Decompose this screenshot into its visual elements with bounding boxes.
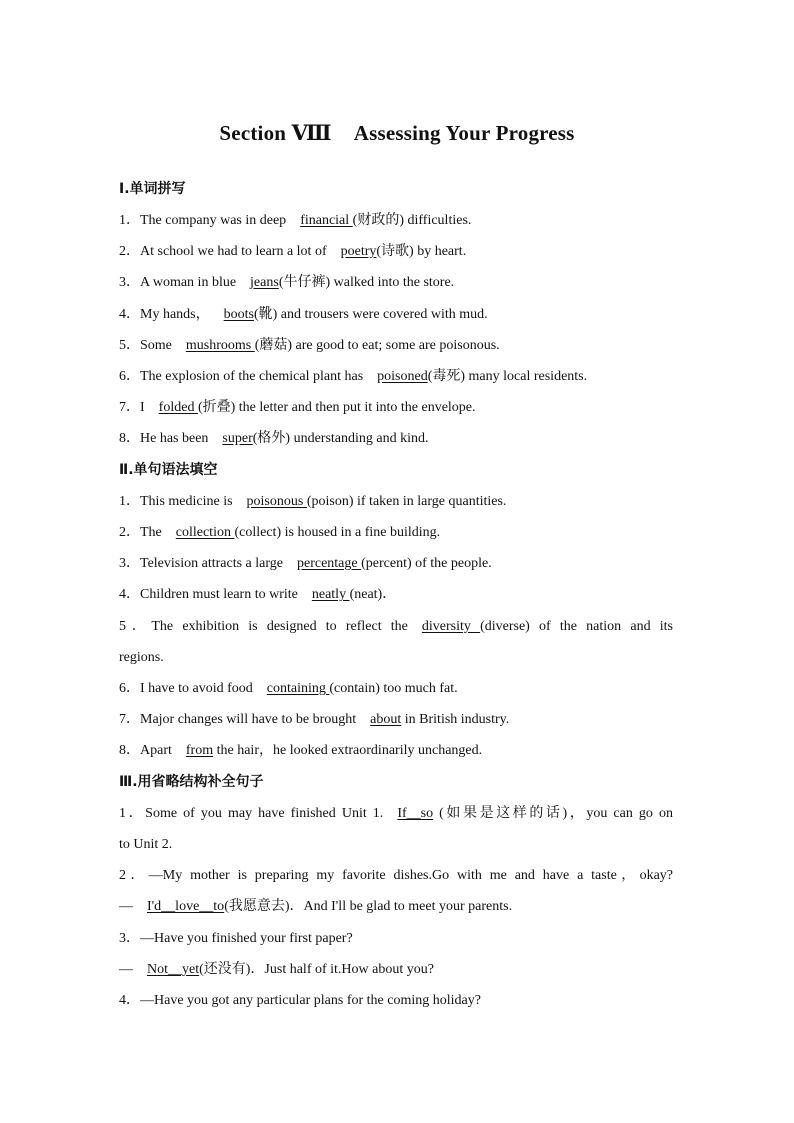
exercise-item	[119, 586, 679, 604]
item-answer: poisoned	[377, 369, 428, 384]
item-hint: (collect) is housed in a fine building.	[234, 525, 441, 540]
item-answer: about	[370, 712, 402, 727]
item-text: 1．This medicine is	[119, 494, 233, 509]
item-answer: I'd__love__to	[147, 899, 225, 914]
item-hint: (poison) if taken in large quantities.	[306, 494, 507, 509]
item-answer: boots	[223, 307, 254, 322]
exercise-item	[119, 836, 679, 854]
item-hint: (财政的) difficulties.	[352, 213, 472, 228]
exercise-item	[119, 805, 673, 823]
exercise-item	[119, 368, 679, 386]
item-text: 4．Children must learn to write	[119, 587, 298, 602]
exercise-item	[119, 649, 679, 667]
exercise-item	[119, 867, 673, 885]
item-hint: (如果是这样的话)，you can go on	[433, 806, 673, 821]
item-answer: collection	[175, 525, 235, 540]
exercise-item	[119, 680, 679, 698]
exercise-item	[119, 618, 673, 636]
section-name: Assessing Your Progress	[353, 121, 575, 145]
item-text: 1．The company was in deep	[119, 213, 287, 228]
part2-heading: Ⅱ.单句语法填空	[119, 462, 218, 478]
page-title	[0, 120, 794, 146]
exercise-item	[119, 992, 679, 1010]
exercise-item	[119, 493, 679, 511]
item-hint: (我愿意去)．And I'll be glad to meet your parents.	[224, 899, 513, 914]
item-hint: (毒死) many local residents.	[427, 369, 588, 384]
item-text: 8．Apart	[119, 743, 172, 758]
item-text: 6．I have to avoid food	[119, 681, 253, 696]
exercise-item	[119, 399, 679, 417]
item-hint: (percent) of the people.	[361, 556, 492, 571]
item-answer: containing	[266, 681, 330, 696]
item-answer: from	[185, 743, 214, 758]
exercise-item	[119, 742, 679, 760]
item-hint: (neat)．	[349, 587, 397, 602]
item-text: —	[119, 962, 133, 977]
item-hint: (contain) too much fat.	[329, 681, 458, 696]
item-text: —	[119, 899, 133, 914]
exercise-item	[119, 212, 679, 230]
item-text: 3．—Have you finished your first paper?	[119, 931, 353, 946]
section-number: Section Ⅷ	[219, 121, 332, 145]
item-hint: (折叠) the letter and then put it into the envelope.	[197, 400, 476, 415]
item-hint: in British industry.	[401, 712, 510, 727]
item-text: 5．Some	[119, 338, 172, 353]
exercise-item	[119, 243, 679, 261]
item-answer: poetry	[340, 244, 377, 259]
item-text: 6．The explosion of the chemical plant has	[119, 369, 364, 384]
item-hint: (诗歌) by heart.	[376, 244, 467, 259]
item-hint: (蘑菇) are good to eat; some are poisonous.	[254, 338, 500, 353]
item-text: 2．—My mother is preparing my favorite dishes.Go with me and have a taste，okay?	[119, 868, 673, 883]
item-answer: Not__yet	[147, 962, 200, 977]
item-text: 1．Some of you may have finished Unit 1.	[119, 806, 384, 821]
item-text: 7．Major changes will have to be brought	[119, 712, 357, 727]
item-answer: financial	[300, 213, 353, 228]
item-text: 2．At school we had to learn a lot of	[119, 244, 327, 259]
exercise-item	[119, 274, 679, 292]
item-text: 2．The	[119, 525, 162, 540]
item-answer: mushrooms	[185, 338, 255, 353]
item-text: 5．The exhibition is designed to reflect the	[119, 619, 408, 634]
part1-heading: Ⅰ.单词拼写	[119, 181, 186, 197]
item-answer: neatly	[311, 587, 350, 602]
item-text: 8．He has been	[119, 431, 209, 446]
exercise-item	[119, 524, 679, 542]
exercise-item	[119, 961, 679, 979]
item-hint: (还没有)．Just half of it.How about you?	[199, 962, 434, 977]
exercise-item	[119, 430, 679, 448]
item-hint: (牛仔裤) walked into the store.	[278, 275, 455, 290]
item-answer: folded	[158, 400, 198, 415]
item-text: 7．I	[119, 400, 145, 415]
item-text: 4．My hands，	[119, 307, 210, 322]
item-hint: (格外) understanding and kind.	[252, 431, 429, 446]
exercise-item	[119, 930, 679, 948]
item-hint: (diverse) of the nation and its	[480, 619, 673, 634]
item-answer: percentage	[296, 556, 362, 571]
item-continuation: to Unit 2.	[119, 837, 173, 852]
item-answer: poisonous	[246, 494, 307, 509]
item-answer: diversity	[421, 619, 481, 634]
item-text: 3．A woman in blue	[119, 275, 237, 290]
exercise-item	[119, 306, 679, 324]
exercise-item	[119, 555, 679, 573]
item-answer: super	[222, 431, 253, 446]
item-hint: (靴) and trousers were covered with mud.	[253, 307, 488, 322]
exercise-item	[119, 898, 679, 916]
exercise-item	[119, 711, 679, 729]
item-text: 3．Television attracts a large	[119, 556, 283, 571]
part3-heading: Ⅲ.用省略结构补全句子	[119, 774, 264, 790]
item-answer: jeans	[250, 275, 279, 290]
item-answer: If__so	[397, 806, 434, 821]
item-continuation: regions.	[119, 650, 164, 665]
exercise-item	[119, 337, 679, 355]
item-text: 4．—Have you got any particular plans for the coming holiday?	[119, 993, 481, 1008]
item-hint: the hair，he looked extraordinarily unchanged.	[213, 743, 483, 758]
